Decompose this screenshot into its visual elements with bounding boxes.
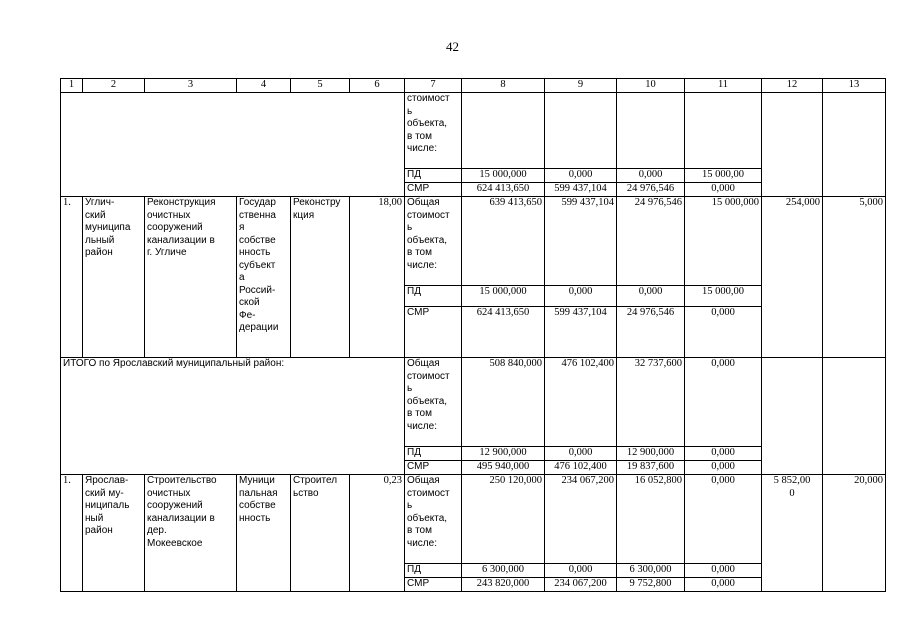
col13-cell xyxy=(823,358,886,475)
column-number-cell: 3 xyxy=(145,79,237,93)
row-number: 1. xyxy=(61,475,83,592)
column-number-row xyxy=(61,79,886,93)
smr-col9: 234 067,200 xyxy=(545,578,617,592)
pd-col9: 0,000 xyxy=(545,447,617,461)
row-number: 1. xyxy=(61,197,83,358)
pd-col11: 15 000,00 xyxy=(685,169,762,183)
page-number: 42 xyxy=(446,39,459,54)
district-cell: Ярослав- ский му- ниципаль ный район xyxy=(83,475,145,592)
table-row xyxy=(61,358,886,447)
pd-label: ПД xyxy=(405,564,462,578)
smr-col11: 0,000 xyxy=(685,307,762,358)
work-type-cell: Реконстру кция xyxy=(291,197,350,358)
investment-table xyxy=(60,78,886,592)
district-cell: Углич- ский муниципа льный район xyxy=(83,197,145,358)
column-number-cell: 9 xyxy=(545,79,617,93)
smr-col8: 624 413,650 xyxy=(462,307,545,358)
total-cost-label: Общая стоимост ь объекта, в том числе: xyxy=(405,475,462,564)
pd-col8: 12 900,000 xyxy=(462,447,545,461)
smr-col9: 476 102,400 xyxy=(545,461,617,475)
pd-col10: 0,000 xyxy=(617,286,685,307)
col12-cell xyxy=(762,93,823,197)
column-number-cell: 10 xyxy=(617,79,685,93)
total-cost-col9: 599 437,104 xyxy=(545,197,617,286)
smr-col8: 624 413,650 xyxy=(462,183,545,197)
total-cost-label: стоимост ь объекта, в том числе: xyxy=(405,93,462,169)
total-cost-col9 xyxy=(545,93,617,169)
col6-cell: 0,23 xyxy=(350,475,405,592)
table-row xyxy=(61,475,886,564)
ownership-cell: Государ ственна я собстве нность субъект а Россий- ской Фе- дерации xyxy=(237,197,291,358)
smr-col11: 0,000 xyxy=(685,578,762,592)
column-number-cell: 6 xyxy=(350,79,405,93)
column-number-cell: 12 xyxy=(762,79,823,93)
total-cost-col9: 234 067,200 xyxy=(545,475,617,564)
continuation-blank-cell xyxy=(61,93,405,197)
smr-col11: 0,000 xyxy=(685,461,762,475)
pd-col11: 0,000 xyxy=(685,447,762,461)
column-number-cell: 13 xyxy=(823,79,886,93)
smr-col9: 599 437,104 xyxy=(545,183,617,197)
total-cost-col8: 250 120,000 xyxy=(462,475,545,564)
pd-col10: 6 300,000 xyxy=(617,564,685,578)
smr-label: СМР xyxy=(405,307,462,358)
ownership-cell: Муници пальная собстве нность xyxy=(237,475,291,592)
col6-cell: 18,00 xyxy=(350,197,405,358)
smr-col9: 599 437,104 xyxy=(545,307,617,358)
pd-col9: 0,000 xyxy=(545,169,617,183)
table-row xyxy=(61,197,886,286)
total-cost-col8: 508 840,000 xyxy=(462,358,545,447)
column-number-cell: 4 xyxy=(237,79,291,93)
pd-label: ПД xyxy=(405,169,462,183)
district-total-label: ИТОГО по Ярославский муниципальный район: xyxy=(61,358,405,475)
column-number-cell: 7 xyxy=(405,79,462,93)
pd-label: ПД xyxy=(405,447,462,461)
total-cost-col8: 639 413,650 xyxy=(462,197,545,286)
pd-col11: 15 000,00 xyxy=(685,286,762,307)
col13-cell: 20,000 xyxy=(823,475,886,592)
object-cell: Строительство очистных сооружений канализации в дер. Мокеевское xyxy=(145,475,237,592)
column-number-cell: 8 xyxy=(462,79,545,93)
column-number-cell: 1 xyxy=(61,79,83,93)
pd-label: ПД xyxy=(405,286,462,307)
total-cost-col11: 15 000,000 xyxy=(685,197,762,286)
total-cost-col10 xyxy=(617,93,685,169)
column-number-cell: 11 xyxy=(685,79,762,93)
pd-col11: 0,000 xyxy=(685,564,762,578)
pd-col8: 15 000,000 xyxy=(462,169,545,183)
smr-label: СМР xyxy=(405,461,462,475)
work-type-cell: Строител ьство xyxy=(291,475,350,592)
pd-col10: 0,000 xyxy=(617,169,685,183)
total-cost-col9: 476 102,400 xyxy=(545,358,617,447)
smr-label: СМР xyxy=(405,578,462,592)
total-cost-col11: 0,000 xyxy=(685,475,762,564)
smr-col10: 9 752,800 xyxy=(617,578,685,592)
smr-col8: 495 940,000 xyxy=(462,461,545,475)
smr-col10: 24 976,546 xyxy=(617,183,685,197)
total-cost-col11: 0,000 xyxy=(685,358,762,447)
smr-col11: 0,000 xyxy=(685,183,762,197)
total-cost-label: Общая стоимост ь объекта, в том числе: xyxy=(405,197,462,286)
table-row xyxy=(61,93,886,169)
col13-cell: 5,000 xyxy=(823,197,886,358)
pd-col9: 0,000 xyxy=(545,286,617,307)
col12-cell: 254,000 xyxy=(762,197,823,358)
pd-col8: 15 000,000 xyxy=(462,286,545,307)
column-number-cell: 5 xyxy=(291,79,350,93)
pd-col8: 6 300,000 xyxy=(462,564,545,578)
col12-cell: 5 852,00 0 xyxy=(762,475,823,592)
smr-col10: 19 837,600 xyxy=(617,461,685,475)
pd-col9: 0,000 xyxy=(545,564,617,578)
total-cost-col8 xyxy=(462,93,545,169)
col13-cell xyxy=(823,93,886,197)
smr-label: СМР xyxy=(405,183,462,197)
object-cell: Реконструкция очистных сооружений канализации в г. Угличе xyxy=(145,197,237,358)
total-cost-col10: 24 976,546 xyxy=(617,197,685,286)
col12-cell xyxy=(762,358,823,475)
total-cost-col10: 32 737,600 xyxy=(617,358,685,447)
smr-col8: 243 820,000 xyxy=(462,578,545,592)
total-cost-label: Общая стоимост ь объекта, в том числе: xyxy=(405,358,462,447)
pd-col10: 12 900,000 xyxy=(617,447,685,461)
column-number-cell: 2 xyxy=(83,79,145,93)
smr-col10: 24 976,546 xyxy=(617,307,685,358)
total-cost-col11 xyxy=(685,93,762,169)
total-cost-col10: 16 052,800 xyxy=(617,475,685,564)
